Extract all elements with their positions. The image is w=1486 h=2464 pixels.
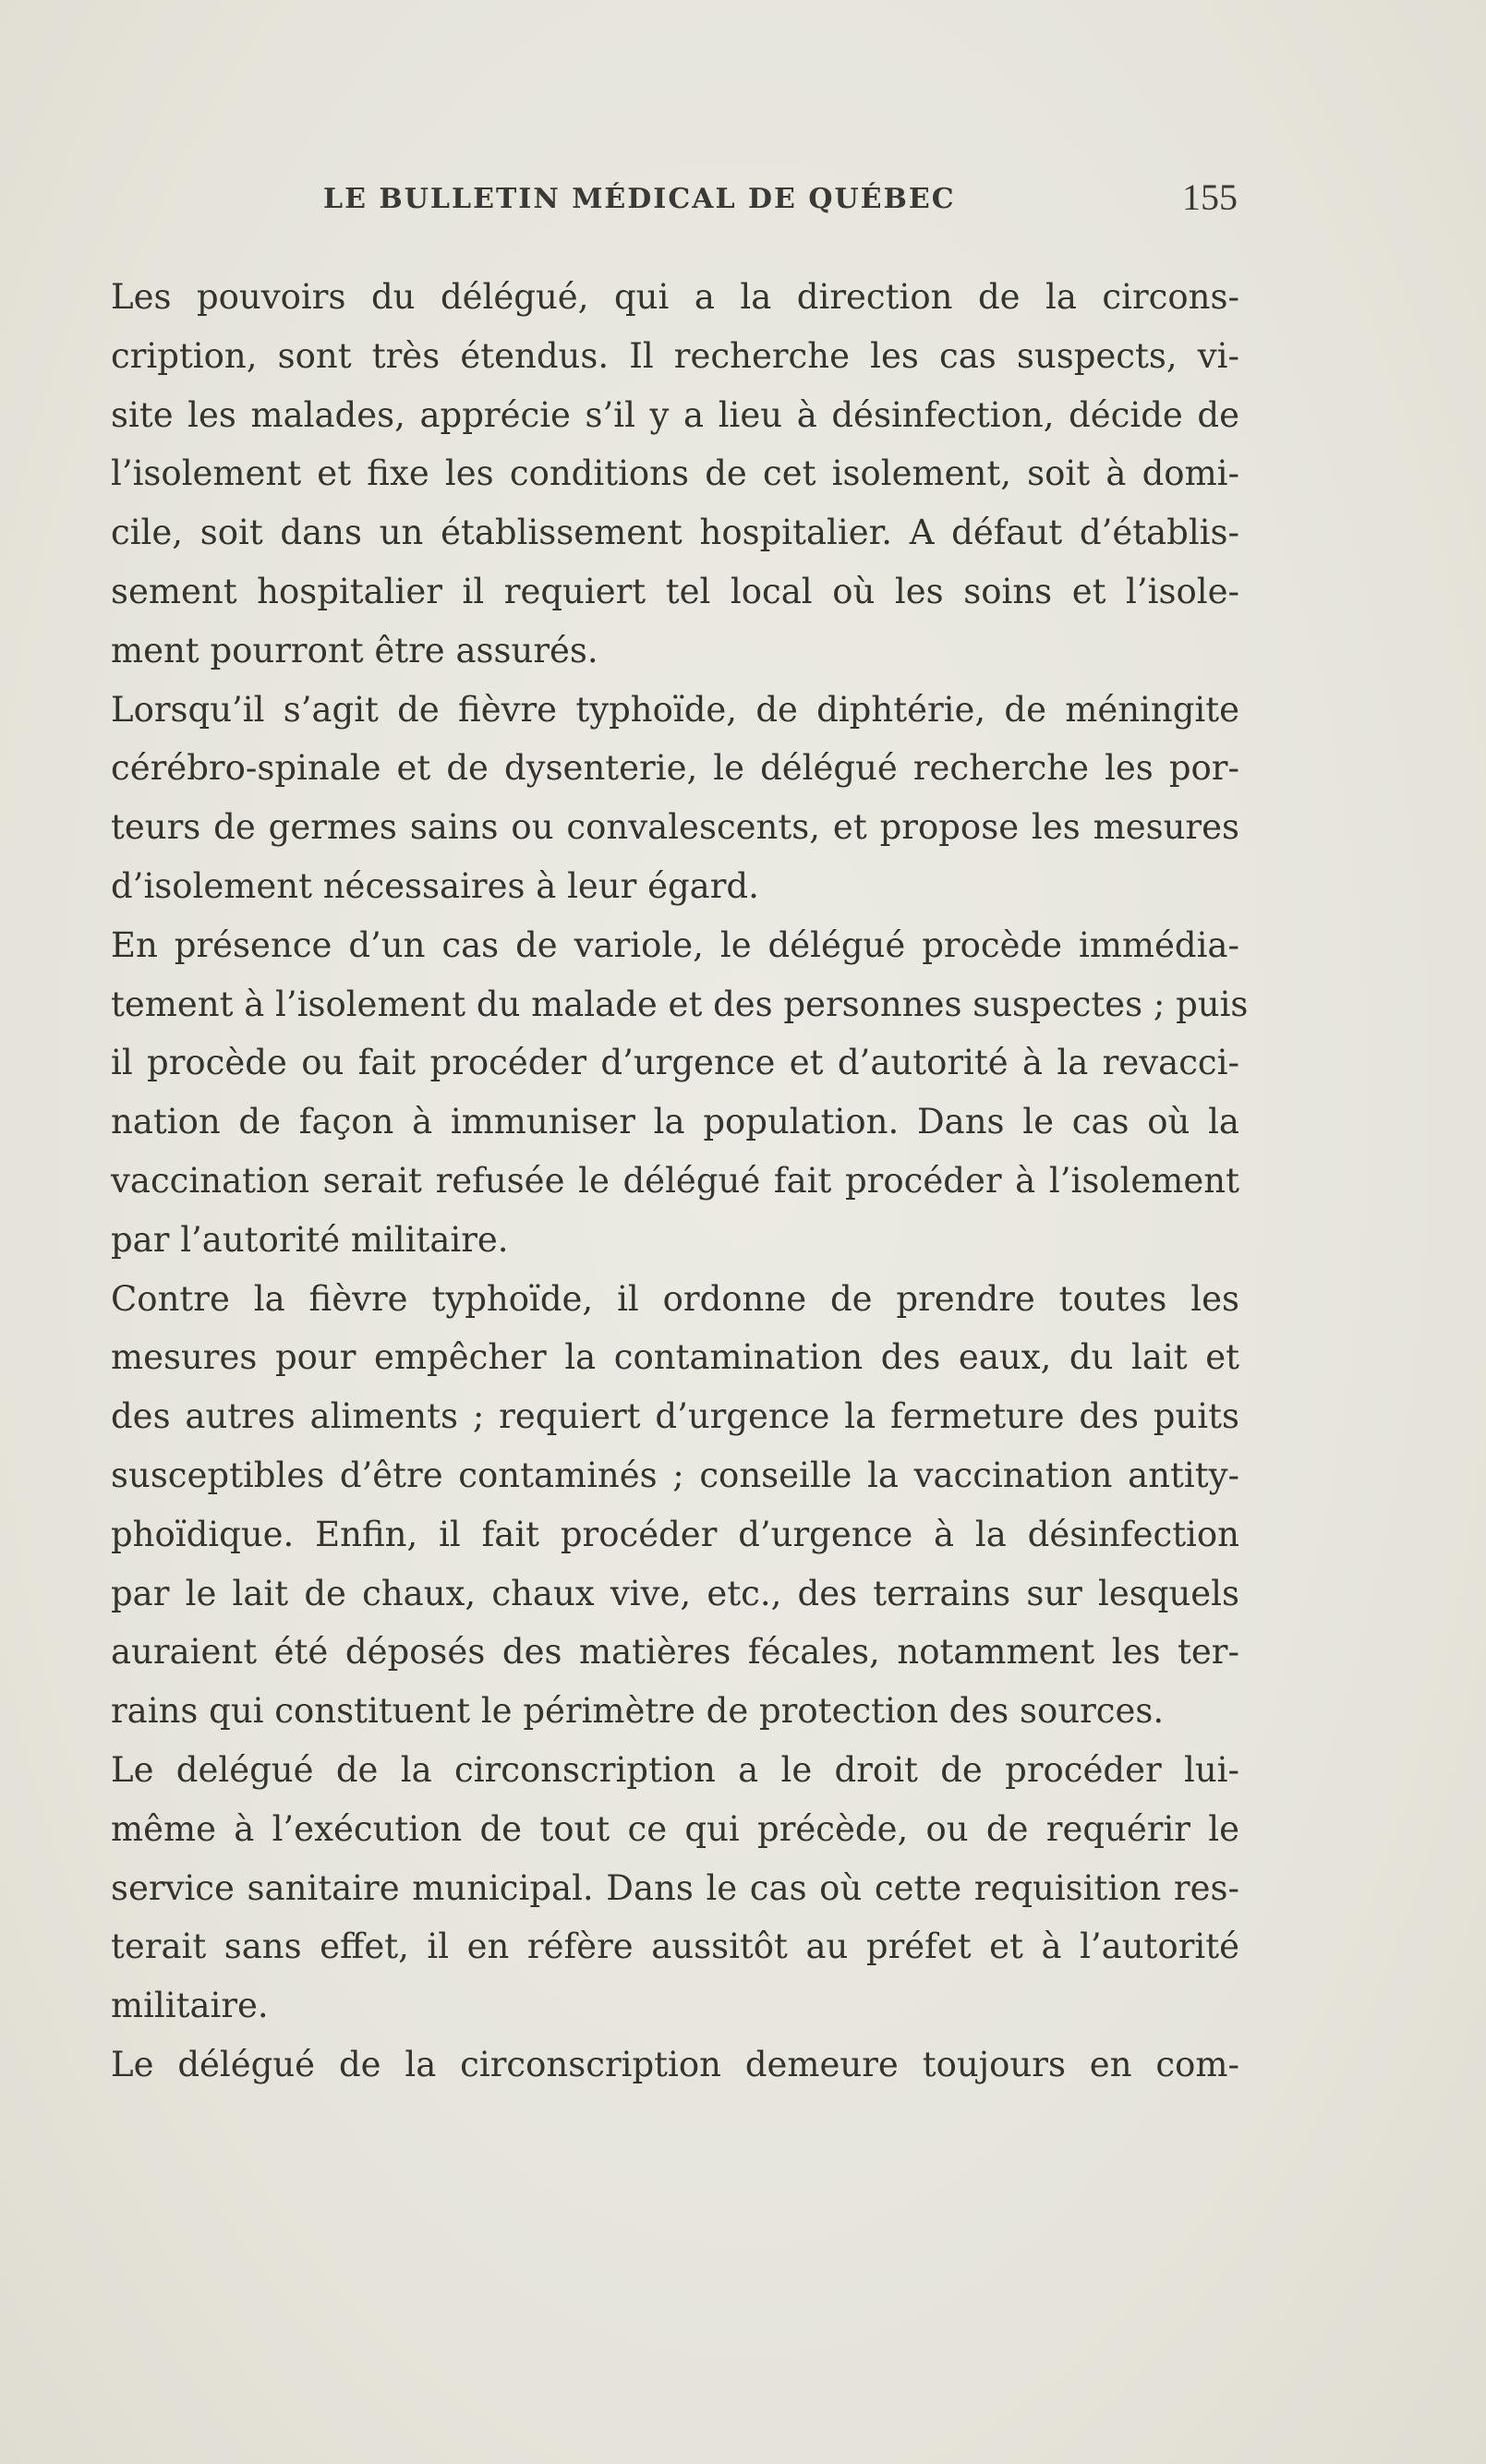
text-line: Contre la fièvre typhoïde, il ordonne de prendre toutes les bbox=[111, 1278, 1239, 1319]
text-line: militaire. bbox=[111, 1986, 269, 2026]
text-line: En présence d’un cas de variole, le délégué procède immédia- bbox=[111, 924, 1239, 965]
text-line: service sanitaire municipal. Dans le cas où cette requisition res- bbox=[111, 1867, 1239, 1908]
page-header bbox=[74, 174, 1238, 229]
text-line: terait sans effet, il en réfère aussitôt au préfet et à l’autorité bbox=[111, 1927, 1239, 1967]
text-line: par l’autorité militaire. bbox=[111, 1219, 509, 1260]
text-line: l’isolement et fixe les conditions de cet isolement, soit à domi- bbox=[111, 453, 1239, 494]
body-text bbox=[74, 268, 1249, 2095]
paragraph bbox=[74, 1741, 1239, 2035]
text-line: vaccination serait refusée le délégué fait procéder à l’isolement bbox=[111, 1160, 1239, 1201]
text-line: sement hospitalier il requiert tel local où les soins et l’isole- bbox=[111, 571, 1239, 611]
text-line: Lorsqu’il s’agit de fièvre typhoïde, de diphtérie, de méningite bbox=[111, 689, 1239, 730]
text-line: il procède ou fait procéder d’urgence et d’autorité à la revacci- bbox=[111, 1043, 1239, 1083]
text-line: tement à l’isolement du malade et des personnes suspectes ; puis bbox=[111, 984, 1249, 1024]
text-line: phoïdique. Enfin, il fait procéder d’urgence à la désinfection bbox=[111, 1514, 1239, 1554]
text-line: Les pouvoirs du délégué, qui a la direction de la circons- bbox=[111, 277, 1239, 317]
text-line: rains qui constituent le périmètre de protection des sources. bbox=[111, 1691, 1165, 1732]
text-line: mesures pour empêcher la contamination des eaux, du lait et bbox=[111, 1337, 1239, 1378]
text-line: site les malades, apprécie s’il y a lieu à désinfection, décide de bbox=[111, 394, 1239, 435]
text-line: cription, sont très étendus. Il recherche les cas suspects, vi- bbox=[111, 335, 1239, 376]
text-line: Le délégué de la circonscription demeure toujours en com- bbox=[111, 2044, 1239, 2084]
paragraph bbox=[74, 268, 1239, 681]
paragraph bbox=[74, 1270, 1239, 1741]
text-line: cérébro-spinale et de dysenterie, le délégué recherche les por- bbox=[111, 748, 1239, 789]
text-line: teurs de germes sains ou convalescents, et propose les mesures bbox=[111, 807, 1239, 848]
text-line: susceptibles d’être contaminés ; conseille la vaccination antity- bbox=[111, 1455, 1239, 1495]
running-title: LE BULLETIN MÉDICAL DE QUÉBEC bbox=[323, 183, 956, 215]
text-line: nation de façon à immuniser la population. Dans le cas où la bbox=[111, 1102, 1239, 1142]
text-line: même à l’exécution de tout ce qui précède, ou de requérir le bbox=[111, 1808, 1239, 1849]
paragraph bbox=[74, 2035, 1239, 2095]
text-line: par le lait de chaux, chaux vive, etc., des terrains sur lesquels bbox=[111, 1573, 1239, 1613]
text-line: des autres aliments ; requiert d’urgence la fermeture des puits bbox=[111, 1396, 1239, 1437]
text-line: d’isolement nécessaires à leur égard. bbox=[111, 865, 759, 906]
paragraph bbox=[74, 916, 1249, 1270]
text-line: ment pourront être assurés. bbox=[111, 630, 598, 670]
paragraph bbox=[74, 681, 1239, 916]
page-number: 155 bbox=[1182, 176, 1238, 218]
text-line: cile, soit dans un établissement hospitalier. A défaut d’établis- bbox=[111, 513, 1239, 553]
text-line: Le delégué de la circonscription a le droit de procéder lui- bbox=[111, 1749, 1239, 1790]
text-line: auraient été déposés des matières fécales, notamment les ter- bbox=[111, 1632, 1239, 1673]
